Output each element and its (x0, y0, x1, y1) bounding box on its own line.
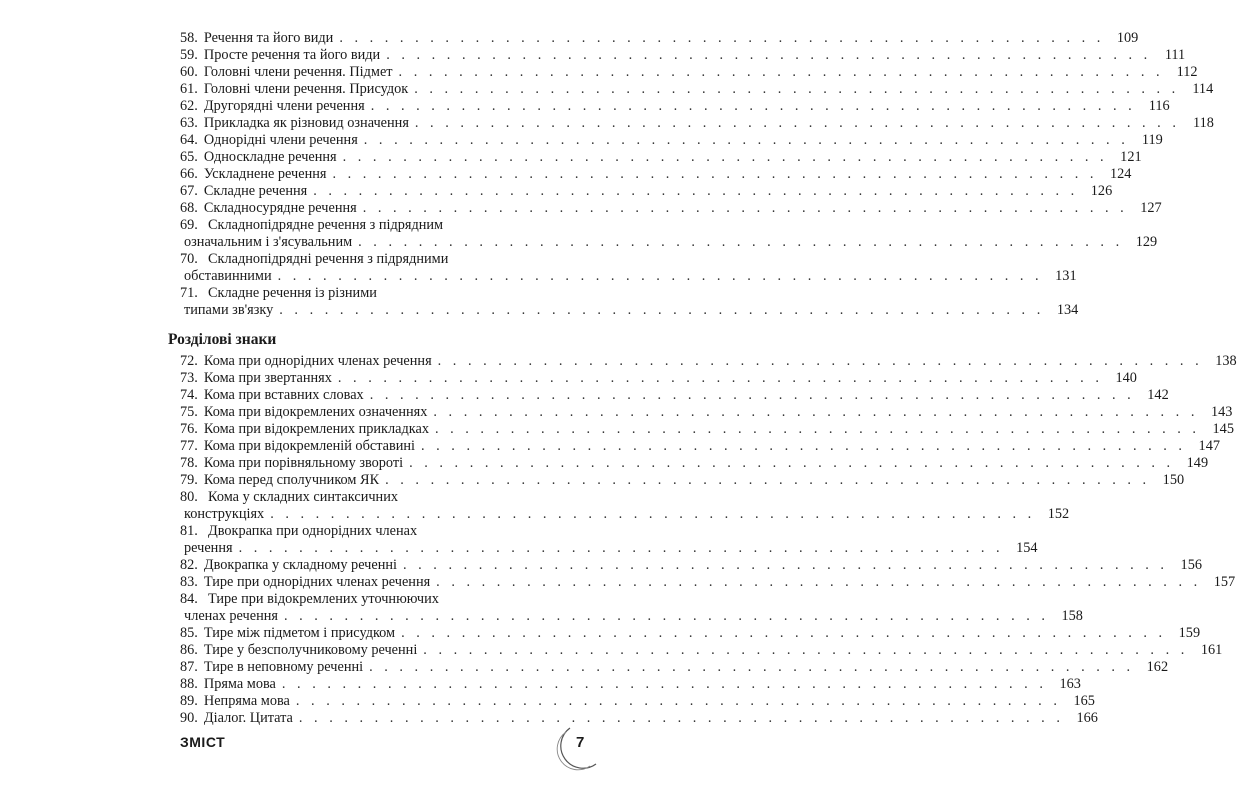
toc-entry (180, 421, 1234, 438)
entry-page-number: 129 (1135, 234, 1158, 250)
toc-entry-line (180, 676, 1081, 693)
entry-title: Кома при відокремлених прикладках (203, 421, 429, 437)
dot-leader: . . . . . . . . . . . . . . . . . . . . . . . . . . . . . . . . . . . . . . . . . . . . . . . . . . . (414, 81, 1180, 97)
toc-entry-line (180, 642, 1223, 659)
page-number-badge (556, 722, 604, 770)
entry-title: Головні члени речення. Присудок (203, 81, 409, 97)
entry-title: типами зв'язку (184, 302, 274, 318)
entry-number: 79. (180, 472, 198, 488)
dot-leader: . . . . . . . . . . . . . . . . . . . . . . . . . . . . . . . . . . . . . . . . . . . . . . . . . . . (363, 132, 1129, 148)
toc-entry-line (180, 438, 1220, 455)
toc-entry (180, 659, 1169, 676)
entry-number: 61. (180, 81, 198, 97)
entry-title: Тире в неповному реченні (203, 659, 364, 675)
toc-entry-line (180, 523, 594, 540)
toc-entry-line (180, 166, 1132, 183)
entry-page-number: 121 (1120, 149, 1142, 165)
entry-title: Кома при порівняльному звороті (203, 455, 404, 471)
entry-page-number: 134 (1056, 302, 1079, 318)
entry-page-number: 162 (1146, 659, 1169, 675)
dot-leader: . . . . . . . . . . . . . . . . . . . . . . . . . . . . . . . . . . . . . . . . . . . . . . . . . . . (270, 506, 1036, 522)
toc-entry-line (180, 302, 1079, 319)
entry-title: Тире при відокремлених уточнюючих (208, 591, 439, 607)
toc-entry-line (180, 710, 1098, 727)
entry-title: Прикладка як різновид означення (203, 115, 409, 131)
entry-number: 87. (180, 659, 198, 675)
entry-page-number: 161 (1200, 642, 1223, 658)
toc-entry-line (180, 115, 1214, 132)
toc-entry (180, 455, 1209, 472)
toc-entry (180, 642, 1223, 659)
entry-title: Кома перед сполучником ЯК (203, 472, 380, 488)
toc-entry-line (180, 353, 1237, 370)
toc-entry-line (180, 574, 1236, 591)
toc-entry-line (180, 625, 1201, 642)
entry-number: 85. (180, 625, 198, 641)
toc-entry (180, 472, 1185, 489)
toc-entry (180, 217, 1158, 251)
toc-entry-line (180, 506, 1070, 523)
toc-entry (180, 574, 1236, 591)
toc-entry-line (180, 183, 1113, 200)
entry-number: 64. (180, 132, 198, 148)
toc-entry (180, 200, 1162, 217)
entry-title: Другорядні члени речення (203, 98, 365, 114)
entry-page-number: 147 (1198, 438, 1220, 454)
toc-entry (180, 404, 1233, 421)
dot-leader: . . . . . . . . . . . . . . . . . . . . . . . . . . . . . . . . . . . . . . . . . . . . . . . . . . . (409, 455, 1175, 471)
toc-entry-line (180, 98, 1170, 115)
toc-entry-line (180, 234, 1158, 251)
toc-entry (180, 523, 1038, 557)
entry-number: 71. (180, 285, 198, 301)
toc-entry-line (180, 132, 1163, 149)
dot-leader: . . . . . . . . . . . . . . . . . . . . . . . . . . . . . . . . . . . . . . . . . . . . . . . . . . . (298, 710, 1064, 726)
toc-entry (180, 557, 1202, 574)
entry-page-number: 119 (1141, 132, 1163, 148)
entry-page-number: 166 (1076, 710, 1098, 726)
entry-title: Непряма мова (203, 693, 290, 709)
entry-number: 65. (180, 149, 198, 165)
entry-page-number: 154 (1016, 540, 1038, 556)
toc-entry-line (180, 149, 1142, 166)
entry-number: 67. (180, 183, 198, 199)
entry-title: Просте речення та його види (203, 47, 381, 63)
toc-entry (180, 149, 1142, 166)
entry-title: Головні члени речення. Підмет (203, 64, 393, 80)
entry-number: 77. (180, 438, 198, 454)
entry-number: 90. (180, 710, 198, 726)
entry-number: 82. (180, 557, 198, 573)
toc-group-syntax (180, 30, 1214, 319)
dot-leader: . . . . . . . . . . . . . . . . . . . . . . . . . . . . . . . . . . . . . . . . . . . . . . . . . . . (281, 676, 1047, 692)
dot-leader: . . . . . . . . . . . . . . . . . . . . . . . . . . . . . . . . . . . . . . . . . . . . . . . . . . . (386, 47, 1152, 63)
toc-entry (180, 64, 1198, 81)
entry-title: Кома при звертаннях (203, 370, 332, 386)
toc-entry (180, 251, 1077, 285)
toc-entry-line (180, 659, 1169, 676)
entry-title: Складнопідрядне речення з підрядним (208, 217, 444, 233)
entry-page-number: 127 (1140, 200, 1162, 216)
toc-entry-line (180, 387, 1169, 404)
entry-title: членах речення (184, 608, 278, 624)
entry-page-number: 112 (1176, 64, 1198, 80)
entry-title: Односкладне речення (203, 149, 337, 165)
toc-entry (180, 115, 1214, 132)
toc-entry (180, 676, 1081, 693)
entry-page-number: 158 (1061, 608, 1083, 624)
toc-entry (180, 693, 1095, 710)
dot-leader: . . . . . . . . . . . . . . . . . . . . . . . . . . . . . . . . . . . . . . . . . . . . . . . . . . . (337, 370, 1103, 386)
toc-entry (180, 591, 1083, 625)
toc-entry (180, 183, 1113, 200)
dot-leader: . . . . . . . . . . . . . . . . . . . . . . . . . . . . . . . . . . . . . . . . . . . . . . . . . . . (358, 234, 1124, 250)
toc-entry (180, 47, 1186, 64)
toc-entry-line (180, 81, 1214, 98)
toc-entry (180, 353, 1237, 370)
entry-page-number: 165 (1073, 693, 1095, 709)
entry-title: Кома при вставних словах (203, 387, 364, 403)
entry-title: Двокрапка у складному реченні (203, 557, 397, 573)
dot-leader: . . . . . . . . . . . . . . . . . . . . . . . . . . . . . . . . . . . . . . . . . . . . . . . . . . . (385, 472, 1151, 488)
table-of-contents (168, 30, 1237, 727)
entry-number: 84. (180, 591, 198, 607)
toc-entry-line (180, 30, 1139, 47)
dot-leader: . . . . . . . . . . . . . . . . . . . . . . . . . . . . . . . . . . . . . . . . . . . . . . . . . . . (370, 98, 1136, 114)
entry-number: 66. (180, 166, 198, 182)
entry-number: 62. (180, 98, 198, 114)
toc-entry (180, 98, 1170, 115)
entry-number: 60. (180, 64, 198, 80)
dot-leader: . . . . . . . . . . . . . . . . . . . . . . . . . . . . . . . . . . . . . . . . . . . . . . . . . . . (423, 642, 1189, 658)
toc-entry-line (180, 370, 1137, 387)
entry-title: конструкціях (184, 506, 265, 522)
entry-number: 81. (180, 523, 198, 539)
entry-title: Складне речення із різними (208, 285, 377, 301)
entry-number: 86. (180, 642, 198, 658)
entry-number: 78. (180, 455, 198, 471)
entry-title: Діалог. Цитата (203, 710, 293, 726)
entry-number: 58. (180, 30, 198, 46)
entry-title: Тире при однорідних членах речення (203, 574, 431, 590)
toc-entry (180, 625, 1201, 642)
toc-entry-line (180, 251, 594, 268)
entry-number: 68. (180, 200, 198, 216)
toc-entry-line (180, 608, 1083, 625)
toc-entry (180, 387, 1169, 404)
entry-page-number: 124 (1110, 166, 1132, 182)
dot-leader: . . . . . . . . . . . . . . . . . . . . . . . . . . . . . . . . . . . . . . . . . . . . . . . . . . . (369, 659, 1135, 675)
dot-leader: . . . . . . . . . . . . . . . . . . . . . . . . . . . . . . . . . . . . . . . . . . . . . . . . . . . (279, 302, 1045, 318)
dot-leader: . . . . . . . . . . . . . . . . . . . . . . . . . . . . . . . . . . . . . . . . . . . . . . . . . . . (369, 387, 1135, 403)
entry-title: Кома при однорідних членах речення (203, 353, 432, 369)
entry-number: 76. (180, 421, 198, 437)
entry-title: Кома при відокремленій обставині (203, 438, 415, 454)
toc-entry (180, 132, 1163, 149)
toc-entry (180, 30, 1139, 47)
entry-number: 63. (180, 115, 198, 131)
entry-page-number: 126 (1090, 183, 1113, 199)
dot-leader: . . . . . . . . . . . . . . . . . . . . . . . . . . . . . . . . . . . . . . . . . . . . . . . . . . . (313, 183, 1079, 199)
dot-leader: . . . . . . . . . . . . . . . . . . . . . . . . . . . . . . . . . . . . . . . . . . . . . . . . . . . (414, 115, 1180, 131)
entry-page-number: 131 (1055, 268, 1077, 284)
entry-page-number: 138 (1215, 353, 1237, 369)
entry-page-number: 114 (1192, 81, 1214, 97)
toc-entry (180, 81, 1214, 98)
entry-number: 75. (180, 404, 198, 420)
entry-page-number: 159 (1178, 625, 1201, 641)
toc-entry-line (180, 693, 1095, 710)
entry-page-number: 163 (1059, 676, 1081, 692)
entry-title: Складнопідрядні речення з підрядними (208, 251, 449, 267)
entry-title: Однорідні члени речення (203, 132, 358, 148)
entry-title: Тире між підметом і присудком (203, 625, 396, 641)
toc-entry-line (180, 489, 594, 506)
toc-entry-line (180, 64, 1198, 81)
entry-number: 73. (180, 370, 198, 386)
entry-number: 59. (180, 47, 198, 63)
toc-entry-line (180, 404, 1233, 421)
toc-entry-line (180, 557, 1202, 574)
toc-entry-line (180, 421, 1234, 438)
dot-leader: . . . . . . . . . . . . . . . . . . . . . . . . . . . . . . . . . . . . . . . . . . . . . . . . . . . (362, 200, 1128, 216)
entry-page-number: 143 (1210, 404, 1233, 420)
dot-leader: . . . . . . . . . . . . . . . . . . . . . . . . . . . . . . . . . . . . . . . . . . . . . . . . . . . (437, 353, 1203, 369)
entry-title: Кома у складних синтаксичних (208, 489, 399, 505)
toc-entry (180, 710, 1098, 727)
dot-leader: . . . . . . . . . . . . . . . . . . . . . . . . . . . . . . . . . . . . . . . . . . . . . . . . . . . (277, 268, 1043, 284)
entry-page-number: 157 (1213, 574, 1236, 590)
dot-leader: . . . . . . . . . . . . . . . . . . . . . . . . . . . . . . . . . . . . . . . . . . . . . . . . . . . (421, 438, 1186, 454)
entry-title: Двокрапка при однорідних членах (208, 523, 418, 539)
dot-leader: . . . . . . . . . . . . . . . . . . . . . . . . . . . . . . . . . . . . . . . . . . . . . . . . . . . (238, 540, 1004, 556)
entry-title: Речення та його види (203, 30, 334, 46)
entry-page-number: 116 (1148, 98, 1170, 114)
footer-label: ЗМІСТ (180, 734, 226, 750)
toc-entry-line (180, 285, 594, 302)
entry-number: 89. (180, 693, 198, 709)
entry-page-number: 109 (1116, 30, 1139, 46)
toc-entry-line (180, 47, 1186, 64)
dot-leader: . . . . . . . . . . . . . . . . . . . . . . . . . . . . . . . . . . . . . . . . . . . . . . . . . . . (339, 30, 1105, 46)
entry-page-number: 142 (1147, 387, 1169, 403)
toc-entry (180, 438, 1220, 455)
dot-leader: . . . . . . . . . . . . . . . . . . . . . . . . . . . . . . . . . . . . . . . . . . . . . . . . . . . (403, 557, 1168, 573)
dot-leader: . . . . . . . . . . . . . . . . . . . . . . . . . . . . . . . . . . . . . . . . . . . . . . . . . . . (436, 574, 1202, 590)
toc-entry-line (180, 268, 1077, 285)
entry-title: речення (184, 540, 233, 556)
toc-entry (180, 285, 1079, 319)
section-title: Розділові знаки (168, 331, 277, 348)
entry-page-number: 140 (1115, 370, 1137, 386)
entry-number: 80. (180, 489, 198, 505)
entry-title: Пряма мова (203, 676, 276, 692)
entry-number: 74. (180, 387, 198, 403)
dot-leader: . . . . . . . . . . . . . . . . . . . . . . . . . . . . . . . . . . . . . . . . . . . . . . . . . . . (433, 404, 1199, 420)
entry-number: 69. (180, 217, 198, 233)
entry-page-number: 118 (1192, 115, 1214, 131)
entry-page-number: 150 (1162, 472, 1185, 488)
entry-number: 70. (180, 251, 198, 267)
page-number: 7 (576, 734, 585, 751)
entry-title: Ускладнене речення (203, 166, 327, 182)
dot-leader: . . . . . . . . . . . . . . . . . . . . . . . . . . . . . . . . . . . . . . . . . . . . . . . . . . . (401, 625, 1167, 641)
toc-entry-line (180, 455, 1209, 472)
entry-number: 88. (180, 676, 198, 692)
toc-entry-line (180, 217, 594, 234)
dot-leader: . . . . . . . . . . . . . . . . . . . . . . . . . . . . . . . . . . . . . . . . . . . . . . . . . . . (398, 64, 1164, 80)
entry-title: обставинними (184, 268, 272, 284)
dot-leader: . . . . . . . . . . . . . . . . . . . . . . . . . . . . . . . . . . . . . . . . . . . . . . . . . . . (283, 608, 1049, 624)
toc-entry-line (180, 591, 594, 608)
dot-leader: . . . . . . . . . . . . . . . . . . . . . . . . . . . . . . . . . . . . . . . . . . . . . . . . . . . (434, 421, 1200, 437)
entry-title: Кома при відокремлених означеннях (203, 404, 428, 420)
dot-leader: . . . . . . . . . . . . . . . . . . . . . . . . . . . . . . . . . . . . . . . . . . . . . . . . . . . (342, 149, 1108, 165)
dot-leader: . . . . . . . . . . . . . . . . . . . . . . . . . . . . . . . . . . . . . . . . . . . . . . . . . . . (295, 693, 1061, 709)
entry-title: Тире у безсполучниковому реченні (203, 642, 418, 658)
entry-page-number: 149 (1186, 455, 1209, 471)
entry-title: Складносурядне речення (203, 200, 357, 216)
toc-entry-line (180, 540, 1038, 557)
toc-entry (180, 489, 1070, 523)
entry-number: 72. (180, 353, 198, 369)
toc-entry (180, 370, 1137, 387)
toc-entry (180, 166, 1132, 183)
entry-page-number: 156 (1180, 557, 1202, 573)
entry-page-number: 111 (1164, 47, 1186, 63)
toc-entry-line (180, 200, 1162, 217)
dot-leader: . . . . . . . . . . . . . . . . . . . . . . . . . . . . . . . . . . . . . . . . . . . . . . . . . . . (332, 166, 1098, 182)
entry-page-number: 152 (1047, 506, 1070, 522)
entry-page-number: 145 (1212, 421, 1234, 437)
entry-title: означальним і з'ясувальним (184, 234, 353, 250)
toc-group-punctuation (180, 353, 1237, 727)
entry-title: Складне речення (203, 183, 308, 199)
toc-entry-line (180, 472, 1185, 489)
entry-number: 83. (180, 574, 198, 590)
